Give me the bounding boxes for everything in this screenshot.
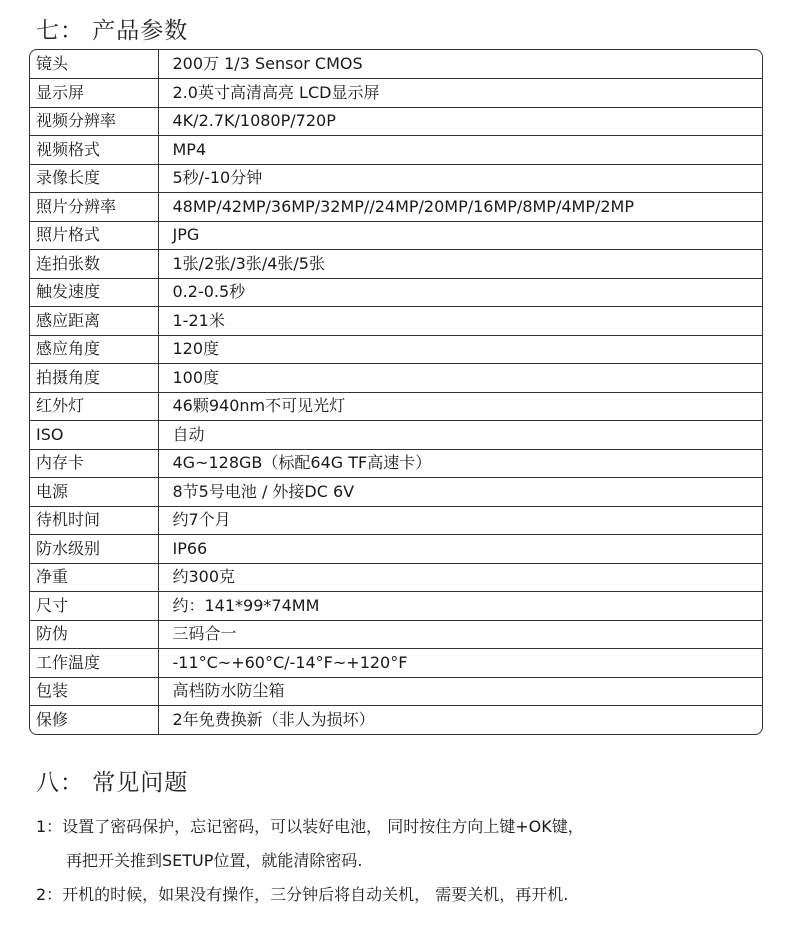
spec-row	[30, 50, 762, 79]
faq-item-1-line-1: 1：设置了密码保护，忘记密码，可以装好电池， 同时按住方向上键+OK键，	[36, 817, 584, 836]
spec-row	[30, 307, 762, 336]
spec-row	[30, 677, 762, 706]
spec-value: JPG	[158, 221, 762, 250]
spec-key: 触发速度	[30, 278, 158, 307]
spec-row	[30, 221, 762, 250]
spec-key: 感应角度	[30, 335, 158, 364]
spec-key: 防伪	[30, 620, 158, 649]
faq-item-1-line-2: 再把开关推到SETUP位置，就能清除密码.	[66, 851, 363, 870]
spec-key: 录像长度	[30, 164, 158, 193]
spec-value: 100度	[158, 364, 762, 393]
spec-row	[30, 706, 762, 735]
spec-value: 高档防水防尘箱	[158, 677, 762, 706]
spec-key: 镜头	[30, 50, 158, 79]
spec-value: 约：141*99*74MM	[158, 592, 762, 621]
spec-value: 120度	[158, 335, 762, 364]
spec-value: 2年免费换新（非人为损坏）	[172, 710, 375, 729]
spec-row	[30, 164, 762, 193]
spec-row	[30, 193, 762, 222]
spec-key: ISO	[30, 421, 158, 450]
spec-row	[30, 107, 762, 136]
section-title-product-params: 七： 产品参数	[36, 18, 189, 44]
spec-key: 视频分辨率	[30, 107, 158, 136]
spec-key: 感应距离	[30, 307, 158, 336]
spec-key: 包装	[30, 677, 158, 706]
spec-key: 照片分辨率	[30, 193, 158, 222]
spec-key: 保修	[30, 706, 158, 735]
spec-value: IP66	[158, 535, 762, 564]
spec-key: 连拍张数	[30, 250, 158, 279]
faq-item-2: 2：开机的时候，如果没有操作，三分钟后将自动关机， 需要关机，再开机.	[36, 885, 569, 904]
spec-value: 5秒/-10分钟	[158, 164, 762, 193]
spec-row	[30, 335, 762, 364]
spec-row	[30, 620, 762, 649]
spec-row	[30, 592, 762, 621]
spec-key: 尺寸	[30, 592, 158, 621]
spec-key: 内存卡	[30, 449, 158, 478]
spec-value: MP4	[158, 136, 762, 165]
spec-row	[30, 478, 762, 507]
spec-row	[30, 506, 762, 535]
spec-row	[30, 421, 762, 450]
spec-value: 200万 1/3 Sensor CMOS	[158, 50, 762, 79]
spec-value: 0.2-0.5秒	[158, 278, 762, 307]
spec-value: 8节5号电池 / 外接DC 6V	[158, 478, 762, 507]
spec-key: 红外灯	[30, 392, 158, 421]
spec-row	[30, 649, 762, 678]
section-title-faq: 八： 常见问题	[36, 770, 189, 796]
spec-key: 工作温度	[30, 649, 158, 678]
spec-row	[30, 136, 762, 165]
spec-value: 约300克	[158, 563, 762, 592]
spec-value: 约7个月	[158, 506, 762, 535]
spec-value: 48MP/42MP/36MP/32MP//24MP/20MP/16MP/8MP/4MP/2MP	[158, 193, 762, 222]
spec-key: 防水级别	[30, 535, 158, 564]
spec-value: 三码合一	[158, 620, 762, 649]
spec-row	[30, 278, 762, 307]
spec-value: 2.0英寸高清高亮 LCD显示屏	[158, 79, 762, 108]
spec-row	[30, 392, 762, 421]
spec-value: 4K/2.7K/1080P/720P	[158, 107, 762, 136]
spec-key: 照片格式	[30, 221, 158, 250]
spec-value: 自动	[158, 421, 762, 450]
spec-key: 待机时间	[30, 506, 158, 535]
spec-value: 1张/2张/3张/4张/5张	[158, 250, 762, 279]
spec-row	[30, 563, 762, 592]
spec-row	[30, 449, 762, 478]
spec-value: 46颗940nm不可见光灯	[158, 392, 762, 421]
spec-row	[30, 535, 762, 564]
spec-value: 1-21米	[158, 307, 762, 336]
spec-row	[30, 79, 762, 108]
spec-key: 电源	[30, 478, 158, 507]
spec-value: -11°C~+60°C/-14°F~+120°F	[158, 649, 762, 678]
spec-key: 净重	[30, 563, 158, 592]
spec-row	[30, 364, 762, 393]
spec-value: 4G~128GB（标配64G TF高速卡）	[158, 449, 762, 478]
spec-row	[30, 250, 762, 279]
spec-key: 显示屏	[30, 79, 158, 108]
spec-key: 拍摄角度	[30, 364, 158, 393]
spec-table	[29, 49, 763, 735]
spec-key: 视频格式	[30, 136, 158, 165]
